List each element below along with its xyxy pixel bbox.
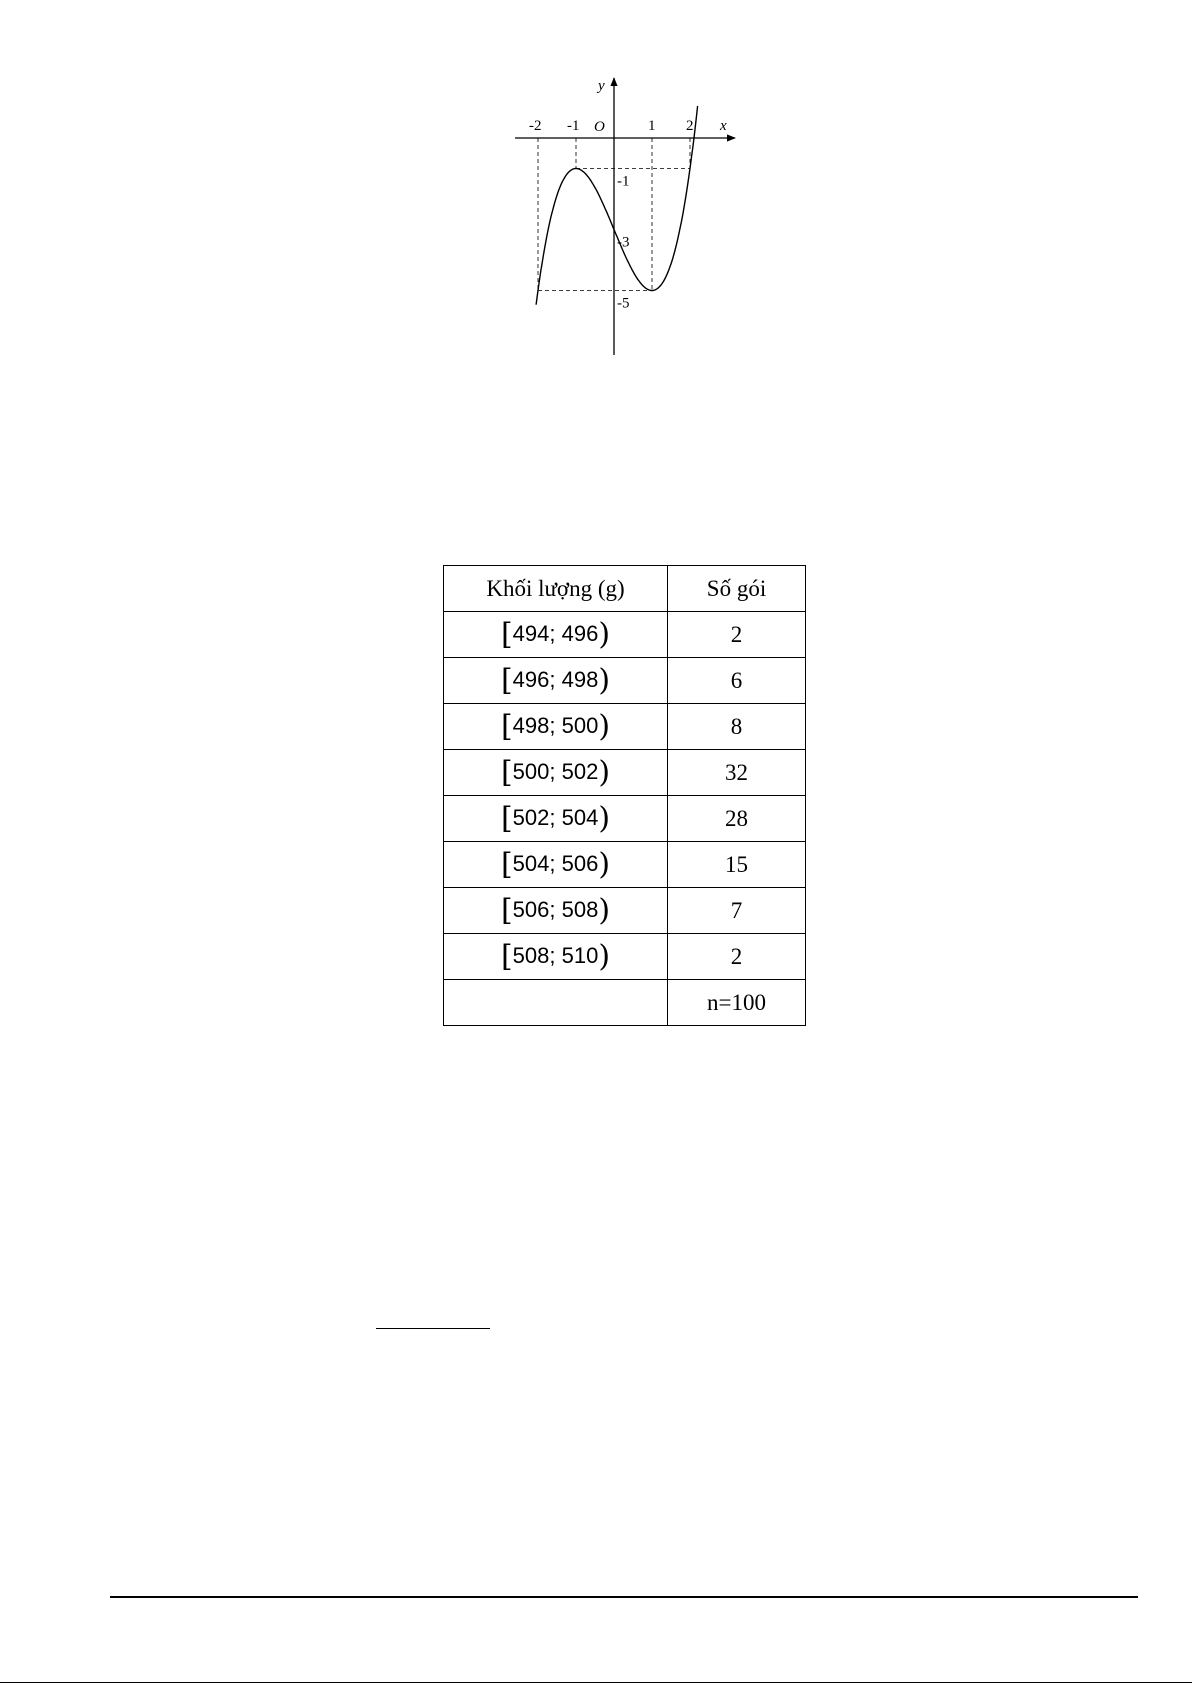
table-row xyxy=(444,888,806,934)
right-paren: ) xyxy=(598,847,611,882)
axis-tick-labels xyxy=(529,118,694,312)
interval-cell xyxy=(444,704,668,750)
count-cell: 7 xyxy=(668,888,806,934)
frequency-table xyxy=(443,565,806,1026)
origin-label: O xyxy=(594,119,605,135)
table-row xyxy=(444,612,806,658)
interval-value: 506; 508 xyxy=(512,897,599,922)
interval-cell xyxy=(444,888,668,934)
interval-value: 494; 496 xyxy=(512,621,599,646)
fill-in-blank-line xyxy=(376,1328,490,1329)
x-tick-label: 2 xyxy=(686,118,694,134)
table-row xyxy=(444,842,806,888)
left-bracket: [ xyxy=(500,893,513,928)
interval-value: 500; 502 xyxy=(512,759,599,784)
empty-cell xyxy=(444,980,668,1026)
y-tick-label: -3 xyxy=(617,234,630,251)
count-cell: 8 xyxy=(668,704,806,750)
y-tick-label: -5 xyxy=(617,295,630,312)
right-paren: ) xyxy=(598,663,611,698)
count-cell: 6 xyxy=(668,658,806,704)
left-bracket: [ xyxy=(500,663,513,698)
table-header-row xyxy=(444,566,806,612)
interval-cell xyxy=(444,934,668,980)
interval-cell xyxy=(444,612,668,658)
table-row xyxy=(444,704,806,750)
table-total-row xyxy=(444,980,806,1026)
interval-value: 504; 506 xyxy=(512,851,599,876)
x-tick-label: 1 xyxy=(648,118,656,134)
count-cell: 2 xyxy=(668,934,806,980)
footer-rule xyxy=(110,1596,1138,1598)
table-row xyxy=(444,934,806,980)
interval-value: 508; 510 xyxy=(512,943,599,968)
right-paren: ) xyxy=(598,709,611,744)
right-paren: ) xyxy=(598,939,611,974)
interval-cell xyxy=(444,842,668,888)
left-bracket: [ xyxy=(500,755,513,790)
left-bracket: [ xyxy=(500,939,513,974)
total-cell: n=100 xyxy=(668,980,806,1026)
x-tick-label: -1 xyxy=(567,118,580,134)
count-cell: 15 xyxy=(668,842,806,888)
right-paren: ) xyxy=(598,893,611,928)
header-mass: Khối lượng (g) xyxy=(444,566,668,612)
header-count: Số gói xyxy=(668,566,806,612)
interval-value: 502; 504 xyxy=(512,805,599,830)
left-bracket: [ xyxy=(500,617,513,652)
y-axis-label: y xyxy=(598,78,605,94)
page-bottom-edge xyxy=(0,1682,1192,1683)
cubic-function-graph xyxy=(510,70,750,360)
right-paren: ) xyxy=(598,801,611,836)
count-cell: 28 xyxy=(668,796,806,842)
interval-cell xyxy=(444,750,668,796)
table-row xyxy=(444,796,806,842)
right-paren: ) xyxy=(598,755,611,790)
count-cell: 32 xyxy=(668,750,806,796)
x-tick-label: -2 xyxy=(529,118,542,134)
interval-value: 498; 500 xyxy=(512,713,599,738)
left-bracket: [ xyxy=(500,801,513,836)
interval-cell xyxy=(444,796,668,842)
left-bracket: [ xyxy=(500,709,513,744)
interval-value: 496; 498 xyxy=(512,667,599,692)
right-paren: ) xyxy=(598,617,611,652)
interval-cell xyxy=(444,658,668,704)
x-axis-label: x xyxy=(720,118,727,134)
count-cell: 2 xyxy=(668,612,806,658)
function-curve xyxy=(536,106,698,305)
table-row xyxy=(444,658,806,704)
table-row xyxy=(444,750,806,796)
left-bracket: [ xyxy=(500,847,513,882)
y-tick-label: -1 xyxy=(617,173,630,190)
